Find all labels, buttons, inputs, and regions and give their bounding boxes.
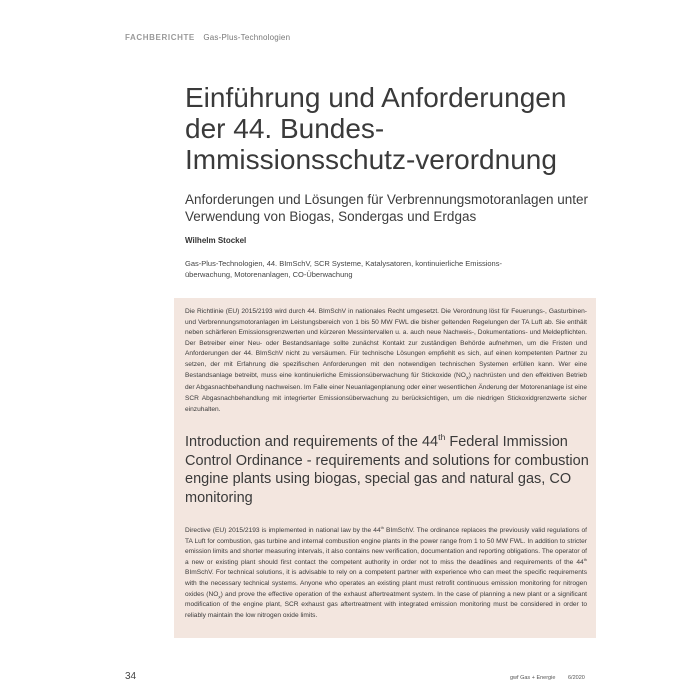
abstract-english-text-1: Directive (EU) 2015/2193 is implemented in national law by the 44 [185,527,381,534]
abstract-english-superscript-1: th [380,524,384,530]
issue-number: 6/2020 [568,675,585,681]
abstract-english-subscript: x [218,593,221,599]
article-subtitle: Anforderungen und Lösungen für Verbrennungsmotoranlagen unter Verwendung von Biogas, Sondergas und Erdgas [185,192,589,224]
journal-name: gwf Gas + Energie [510,675,556,681]
abstract-german [185,307,587,415]
english-title-text-1: Introduction and requirements of the 44 [185,434,439,450]
english-title [185,433,590,507]
keywords: Gas-Plus-Technologien, 44. BImSchV, SCR Systeme, Katalysatoren, kontinuierliche Emissions-überwachung, Motorenanlagen, CO-Überwachung [185,259,502,279]
page-number: 34 [125,671,137,682]
subsection-label: Gas-Plus-Technologien [203,33,291,42]
running-header [125,33,290,42]
abstract-english-text-4: ) and prove the effective operation of the exhaust aftertreatment system. In the case of planning a new plant or a significant modification of the engine plant, SCR exhaust gas aftertreatment with integrated emission monitoring must be considered in order to reliably maintain the low nitrogen oxide limits. [185,590,587,619]
abstract-english-text-2: BImSchV. The ordinance replaces the previously valid regulations of TA Luft for combustion, gas turbine and internal combustion engine plants in the power range from 1 to 50 MW FWL. In addition to stricter emission limits and shorter measuring intervals, it also contains new verification, documentation and reporting obligations. The operator of a new or existing plant should first contact the competent authority in order not to miss the deadlines and requirements of the 44 [185,527,587,566]
section-label: FACHBERICHTE [125,33,195,42]
abstract-english-superscript-2: th [583,556,587,562]
abstract-german-text-1: Die Richtlinie (EU) 2015/2193 wird durch 44. BImSchV in nationales Recht umgesetzt. Die Verordnung löst für Feuerungs-, Gasturbinen- und Verbrennungsmotoranlagen im Leistungsbereich von 1 bis 50 MW FWL die bisher geltenden Regelungen der TA Luft ab. Sie enthält neben schärferen Emissionsgrenzwerten und kürzeren Messintervallen u. a. auch neue Nachweis-, Dokumentations- und Meldepflichten. Der Betreiber einer Neu- oder Bestandsanlage sollte zunächst Kontakt zur zuständigen Behörde aufnehmen, um die Fristen und Anforderungen der 44. BImSchV nicht zu versäumen. Für technische Lösungen empfiehlt es sich, auf einen kompetenten Partner zu setzen, der mit Erfahrung die spezifischen Anforderungen mit den notwendigen technischen Systemen erfüllen kann. Wer eine Bestandsanlage betreibt, muss eine kontinuierliche Emissionsüberwachung für Stickoxide (NO [185,308,587,379]
abstract-english [185,526,587,621]
abstract-german-text-2: ) nachrüsten und den effektiven Betrieb der Abgasnachbehandlung nachweisen. Im Falle einer Neuanlagenplanung oder einer wesentlichen Änderung der Motorenanlage ist eine SCR Abgasnachbehandlung mit integrierter Emissionsüberwachung zu berücksichtigen, um die niedrigen Stickoxidgrenzwerte sicher einzuhalten. [185,371,587,413]
abstract-english-text-3: BImSchV. For technical solutions, it is advisable to rely on a competent partner with experience who can meet the specific requirements with the necessary technical systems. Anyone who operates an existing plant must retrofit continuous emission monitoring for nitrogen oxides (NO [185,569,587,598]
english-title-superscript: th [438,432,446,443]
english-title-text-2: Federal Immission Control Ordinance - requirements and solutions for combustion engine plants using biogas, special gas and natural gas, CO monitoring [185,434,589,506]
author-name: Wilhelm Stockel [185,236,247,245]
article-title: Einführung und Anforderungen der 44. Bundes-Immissionsschutz-verordnung [185,82,567,175]
abstract-german-subscript: x [465,374,469,381]
